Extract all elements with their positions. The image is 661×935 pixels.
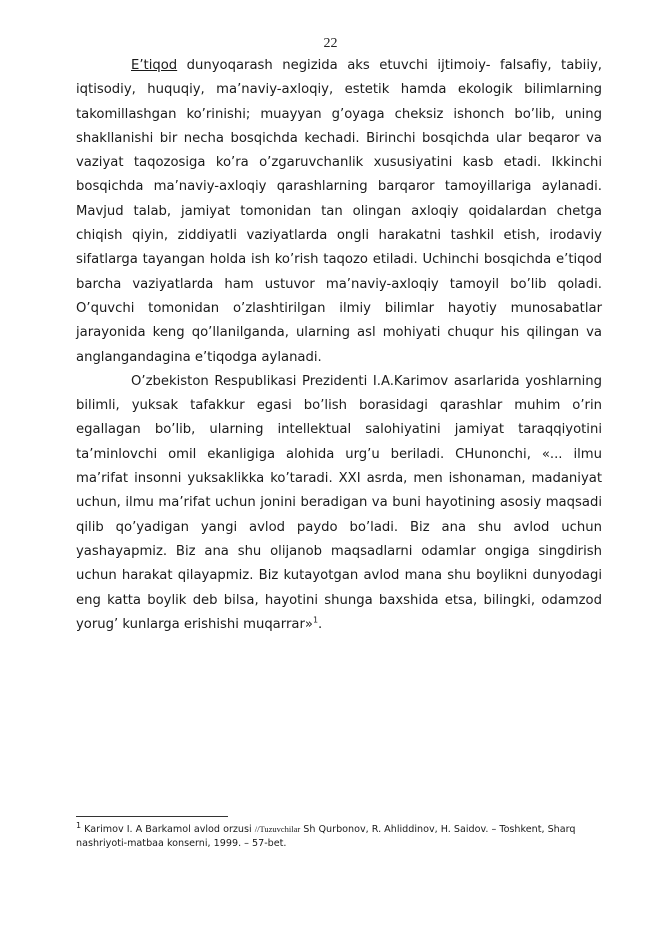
paragraph-etiqod-text: dunyoqarash negizida aks etuvchi ijtimoiy- falsafiy, tabiiy, iqtisodiy, huquqiy, ma’naviy-axloqiy, estetik hamda ekologik bilimlarning takomillashgan ko’rinishi; muayyan g’oyaga cheksiz ishonch bo’lib, uning shakllanishi bir necha bosqichda kechadi. Birinchi bosqichda ular beqaror va vaziyat taqozosiga ko’ra o’zgaruvchanlik xususiyatini kasb etadi. Ikkinchi bosqichda ma’naviy-axloqiy qarashlarning barqaror tamoyillariga aylanadi. Mavjud talab, jamiyat tomonidan tan olingan axloqiy qoidalardan chetga chiqish qiyin, ziddiyatli vaziyatlarda ongli harakatni tashkil etish, irodaviy sifatlarga tayangan holda ish ko’rish taqozo etiladi. Uchinchi bosqichda e’tiqod barcha vaziyatlarda ham ustuvor ma’naviy-axloqiy tamoyil bo’lib qoladi. O’quvchi tomonidan o’zlashtirilgan ilmiy bilimlar hayotiy munosabatlar jarayonida keng qo’llanilganda, ularning asl mohiyati chuqur his qilingan va anglangandagina e’tiqodga aylanadi. bbox=[76, 58, 602, 365]
paragraph-karimov-text: O’zbekiston Respublikasi Prezidenti I.A.Karimov asarlarida yoshlarning bilimli, yuksak tafakkur egasi bo’lish borasidagi qarashlar muhim o’rin egallagan bo’lib, ularning intellektual salohiyatini jamiyat taraqqiyotini ta’minlovchi omil ekanligiga alohida urg’u beriladi. CHunonchi, «... ilmu ma’rifat insonni yuksaklikka ko’taradi. XXI asrda, men ishonaman, madaniyat uchun, ilmu ma’rifat uchun jonini beradigan va buni hayotining asosiy maqsadi qilib qo’yadigan yangi avlod paydo bo’ladi. Biz ana shu avlod uchun yashayapmiz. Biz ana shu olijanob maqsadlarni odamlar ongiga singdirish uchun harakat qilayapmiz. Biz kutayotgan avlod mana shu boylikni dunyodagi eng katta boylik deb bilsa, hayotini shunga baxshida etsa, bilingki, odamzod yorug’ kunlarga erishishi muqarrar» bbox=[76, 373, 602, 632]
footnote-divider bbox=[76, 816, 228, 817]
footnote-compilers-label: //Tuzuvchilar bbox=[254, 824, 301, 834]
body-text bbox=[76, 54, 602, 637]
page-number: 22 bbox=[323, 36, 338, 51]
footnote-marker: 1 bbox=[76, 820, 82, 830]
footnote-text-part1: Karimov I. A Barkamol avlod orzusi bbox=[81, 824, 255, 835]
footnote-reference[interactable]: 1 bbox=[312, 615, 319, 625]
footnote-text-part2: Sh Qurbonov, R. Ahliddinov, H. Saidov. – Toshkent, Sharq nashriyoti-matbaa konserni, 1999. – 57-bet. bbox=[76, 824, 576, 849]
footnote bbox=[76, 822, 602, 851]
term-etiqod: E’tiqod bbox=[131, 58, 178, 73]
paragraph-etiqod bbox=[76, 54, 602, 370]
paragraph-karimov bbox=[76, 370, 602, 637]
paragraph-karimov-tail: . bbox=[318, 616, 323, 632]
